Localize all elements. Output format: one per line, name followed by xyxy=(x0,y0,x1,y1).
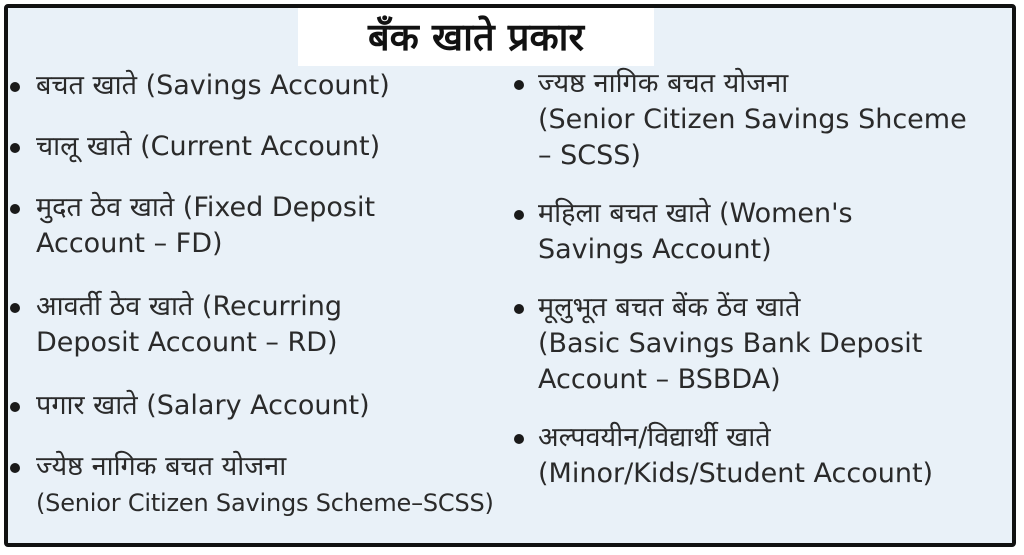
item-text: मुदत ठेव खाते (Fixed Deposit xyxy=(36,192,376,223)
item-text: महिला बचत खाते (Women's xyxy=(538,198,853,229)
item-text: बचत खाते (Savings Account) xyxy=(36,70,390,101)
item-text-continued: (Senior Citizen Savings Scheme–SCSS) xyxy=(36,489,494,517)
item-text: ज्येष्ठ नागिक बचत योजना xyxy=(36,451,287,482)
list-item xyxy=(8,388,513,424)
list-item xyxy=(8,289,513,361)
bullet-icon xyxy=(514,434,524,444)
item-text-continued: Savings Account) xyxy=(538,234,772,265)
list-item xyxy=(8,68,513,104)
item-text: ज्यष्ठ नागिक बचत योजना xyxy=(538,68,789,99)
item-text: आवर्ती ठेव खाते (Recurring xyxy=(36,291,343,322)
bullet-icon xyxy=(10,143,20,153)
list-item xyxy=(8,129,513,165)
right-list xyxy=(510,66,1010,514)
list-item xyxy=(510,196,1010,268)
list-item xyxy=(510,66,1010,174)
bullet-icon xyxy=(10,303,20,313)
bullet-icon xyxy=(514,210,524,220)
list-item xyxy=(510,290,1010,398)
bullet-icon xyxy=(10,204,20,214)
page-title: बँक खाते प्रकार xyxy=(367,15,585,59)
item-text: मूलुभूत बचत बेंक ठेंव खाते xyxy=(538,292,801,323)
bullet-icon xyxy=(514,304,524,314)
item-text-continued: (Basic Savings Bank Deposit xyxy=(538,328,923,359)
bullet-icon xyxy=(514,80,524,90)
list-item xyxy=(8,449,513,521)
item-text-continued: (Senior Citizen Savings Shceme xyxy=(538,104,967,135)
item-text-continued: (Minor/Kids/Student Account) xyxy=(538,458,934,489)
item-text-continued: – SCSS) xyxy=(538,140,641,171)
item-text-continued: Deposit Account – RD) xyxy=(36,327,338,358)
list-item xyxy=(8,190,513,262)
item-text: अल्पवयीन/विद्यार्थी खाते xyxy=(538,422,771,453)
content-panel xyxy=(4,4,1016,547)
list-item xyxy=(510,420,1010,492)
bullet-icon xyxy=(10,402,20,412)
title-banner xyxy=(298,8,654,66)
bullet-icon xyxy=(10,82,20,92)
item-text-continued: Account – BSBDA) xyxy=(538,364,781,395)
item-text: पगार खाते (Salary Account) xyxy=(36,390,370,421)
item-text-continued: Account – FD) xyxy=(36,228,223,259)
bullet-icon xyxy=(10,463,20,473)
left-list xyxy=(8,68,513,546)
item-text: चालू खाते (Current Account) xyxy=(36,131,381,162)
